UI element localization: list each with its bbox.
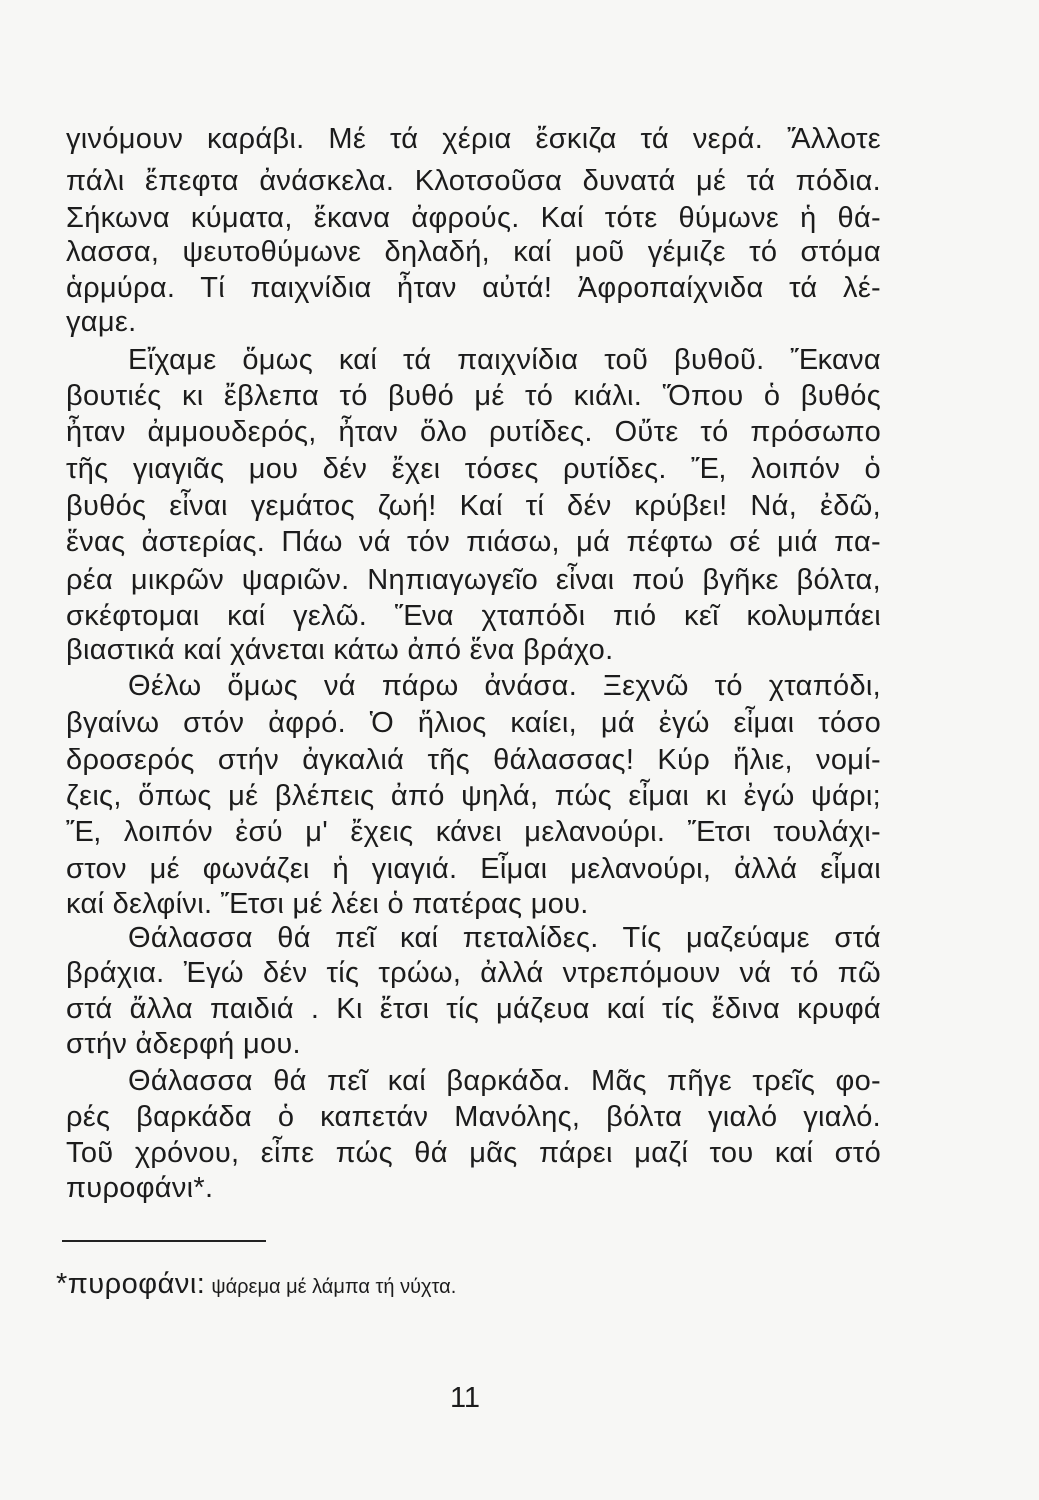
text-line: τῆς γιαγιᾶς μου δέν ἔχει τόσες ρυτίδες. Ἔ, λοιπόν ὁ: [66, 453, 881, 485]
text-line: δροσερός στήν ἀγκαλιά τῆς θάλασσας! Κύρ ἥλιε, νομί-: [66, 744, 881, 776]
footnote-definition: ψάρεμα μέ λάμπα τή νύχτα.: [211, 1276, 457, 1298]
text-line: βουτιές κι ἔβλεπα τό βυθό μέ τό κιάλι. Ὅπου ὁ βυθός: [66, 380, 881, 412]
text-line: βγαίνω στόν ἀφρό. Ὁ ἥλιος καίει, μά ἐγώ εἶμαι τόσο: [66, 707, 881, 739]
text-line: γαμε.: [66, 306, 137, 338]
footnote: [56, 1264, 456, 1304]
text-line: στήν ἀδερφή μου.: [66, 1028, 301, 1060]
page-number: 11: [449, 1382, 481, 1414]
text-line: πυροφάνι*.: [66, 1172, 214, 1204]
footnote-term: *πυροφάνι:: [56, 1268, 206, 1300]
text-line: καί δελφίνι. Ἔτσι μέ λέει ὁ πατέρας μου.: [66, 888, 589, 920]
text-line: ἕνας ἀστερίας. Πάω νά τόν πιάσω, μά πέφτω σέ μιά πα-: [66, 526, 881, 558]
text-line: Θάλασσα θά πεῖ καί πεταλίδες. Τίς μαζεύαμε στά: [128, 922, 881, 954]
text-line: Ἔ, λοιπόν ἐσύ μ' ἔχεις κάνει μελανούρι. Ἔτσι τουλάχι-: [66, 816, 881, 848]
text-line: γινόμουν καράβι. Μέ τά χέρια ἔσκιζα τά νερά. Ἄλλοτε: [66, 123, 881, 155]
text-line: στά ἄλλα παιδιά . Κι ἔτσι τίς μάζευα καί τίς ἔδινα κρυφά: [66, 993, 881, 1025]
text-line: Τοῦ χρόνου, εἶπε πώς θά μᾶς πάρει μαζί του καί στό: [66, 1137, 881, 1169]
text-line: ρέα μικρῶν ψαριῶν. Νηπιαγωγεῖο εἶναι πού βγῆκε βόλτα,: [66, 564, 881, 596]
text-line: στον μέ φωνάζει ἡ γιαγιά. Εἶμαι μελανούρι, ἀλλά εἶμαι: [66, 853, 881, 885]
text-line: σκέφτομαι καί γελῶ. Ἕνα χταπόδι πιό κεῖ κολυμπάει: [66, 600, 881, 632]
text-line: Θάλασσα θά πεῖ καί βαρκάδα. Μᾶς πῆγε τρεῖς φο-: [128, 1065, 881, 1097]
text-line: ἦταν ἀμμουδερός, ἦταν ὅλο ρυτίδες. Οὔτε τό πρόσωπο: [66, 416, 881, 448]
text-line: Θέλω ὅμως νά πάρω ἀνάσα. Ξεχνῶ τό χταπόδι,: [128, 670, 881, 702]
text-line: πάλι ἔπεφτα ἀνάσκελα. Κλοτσοῦσα δυνατά μέ τά πόδια.: [66, 165, 881, 197]
text-line: ρές βαρκάδα ὁ καπετάν Μανόλης, βόλτα γιαλό γιαλό.: [66, 1101, 881, 1133]
text-line: βυθός εἶναι γεμάτος ζωή! Καί τί δέν κρύβει! Νά, ἐδῶ,: [66, 490, 881, 522]
text-line: Εἴχαμε ὅμως καί τά παιχνίδια τοῦ βυθοῦ. Ἔκανα: [128, 344, 881, 376]
text-line: ἁρμύρα. Τί παιχνίδια ἦταν αὐτά! Ἀφροπαίχνιδα τά λέ-: [66, 272, 881, 304]
text-line: βιαστικά καί χάνεται κάτω ἀπό ἕνα βράχο.: [66, 634, 614, 666]
text-line: λασσα, ψευτοθύμωνε δηλαδή, καί μοῦ γέμιζε τό στόμα: [66, 236, 881, 268]
text-line: ζεις, ὅπως μέ βλέπεις ἀπό ψηλά, πώς εἶμαι κι ἐγώ ψάρι;: [66, 780, 881, 812]
text-line: Σήκωνα κύματα, ἔκανα ἀφρούς. Καί τότε θύμωνε ἡ θά-: [66, 202, 881, 234]
text-line: βράχια. Ἐγώ δέν τίς τρώω, ἀλλά ντρεπόμουν νά τό πῶ: [66, 957, 881, 989]
footnote-divider: [62, 1240, 266, 1242]
